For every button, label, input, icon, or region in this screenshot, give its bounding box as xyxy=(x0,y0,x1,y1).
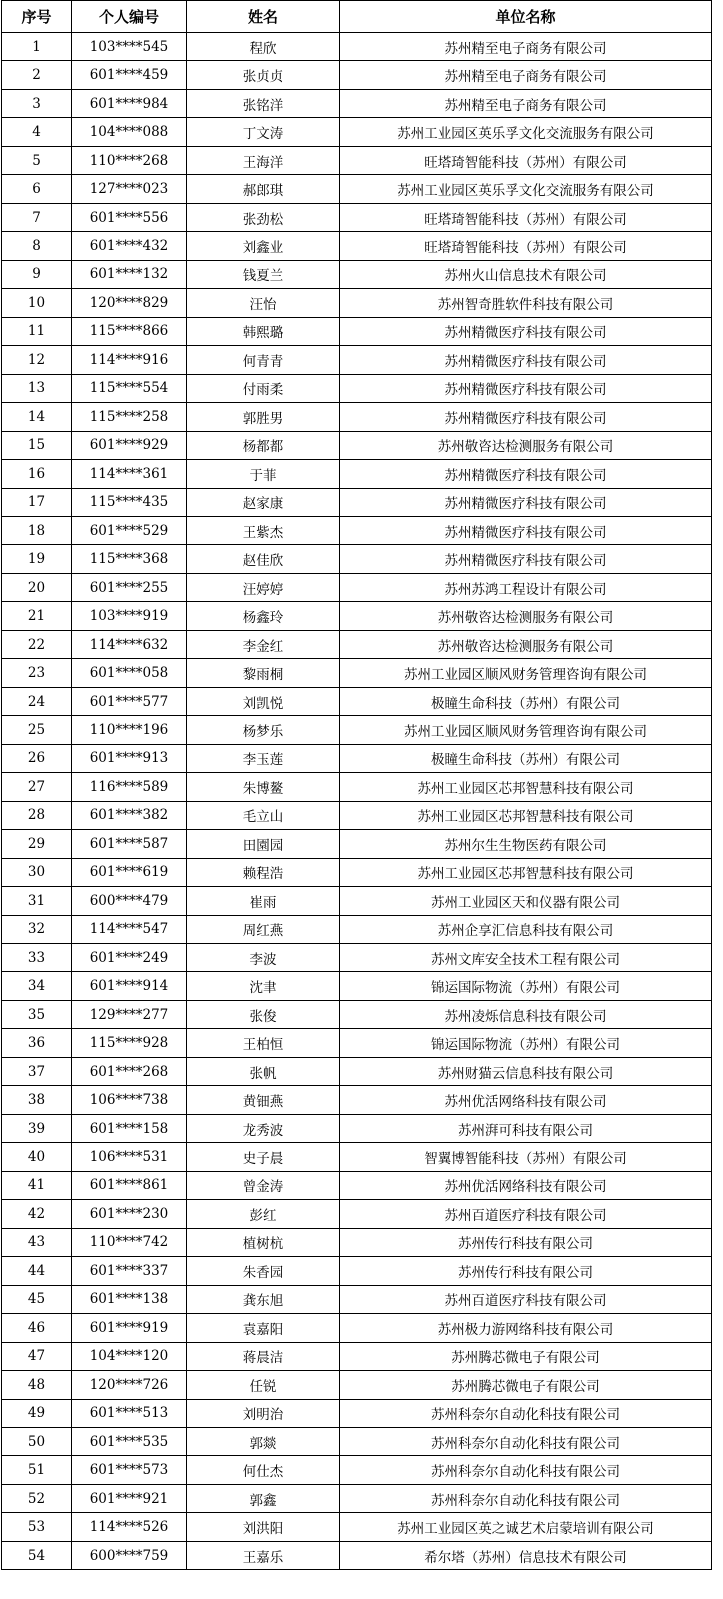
cell-id: 115****368 xyxy=(72,545,187,573)
cell-id: 600****759 xyxy=(72,1541,187,1569)
cell-id: 601****337 xyxy=(72,1257,187,1285)
cell-name: 王嘉乐 xyxy=(187,1541,340,1569)
cell-company: 旺塔琦智能科技（苏州）有限公司 xyxy=(340,232,712,260)
cell-company: 苏州精微医疗科技有限公司 xyxy=(340,460,712,488)
cell-company: 苏州苏鸿工程设计有限公司 xyxy=(340,573,712,601)
cell-id: 114****526 xyxy=(72,1513,187,1541)
cell-name: 何青青 xyxy=(187,346,340,374)
cell-id: 601****914 xyxy=(72,972,187,1000)
table-row xyxy=(2,801,712,829)
table-row xyxy=(2,232,712,260)
cell-index: 43 xyxy=(2,1228,72,1256)
cell-company: 苏州百道医疗科技有限公司 xyxy=(340,1200,712,1228)
cell-company: 苏州传行科技有限公司 xyxy=(340,1257,712,1285)
cell-name: 何仕杰 xyxy=(187,1456,340,1484)
cell-id: 129****277 xyxy=(72,1000,187,1028)
cell-company: 苏州优活网络科技有限公司 xyxy=(340,1171,712,1199)
cell-index: 36 xyxy=(2,1029,72,1057)
cell-id: 601****913 xyxy=(72,744,187,772)
cell-name: 曾金涛 xyxy=(187,1171,340,1199)
cell-index: 22 xyxy=(2,630,72,658)
cell-name: 赵家康 xyxy=(187,488,340,516)
cell-company: 锦运国际物流（苏州）有限公司 xyxy=(340,972,712,1000)
cell-name: 张铭洋 xyxy=(187,89,340,117)
cell-id: 601****058 xyxy=(72,659,187,687)
cell-name: 史子晨 xyxy=(187,1143,340,1171)
cell-index: 32 xyxy=(2,915,72,943)
cell-name: 龙秀波 xyxy=(187,1114,340,1142)
cell-name: 张俊 xyxy=(187,1000,340,1028)
cell-index: 40 xyxy=(2,1143,72,1171)
cell-company: 旺塔琦智能科技（苏州）有限公司 xyxy=(340,203,712,231)
cell-name: 龚东旭 xyxy=(187,1285,340,1313)
header-id: 个人编号 xyxy=(72,1,187,33)
cell-index: 2 xyxy=(2,61,72,89)
cell-id: 110****268 xyxy=(72,146,187,174)
cell-id: 601****529 xyxy=(72,516,187,544)
cell-company: 苏州精至电子商务有限公司 xyxy=(340,89,712,117)
table-row xyxy=(2,744,712,772)
table-row xyxy=(2,403,712,431)
cell-name: 赖程浩 xyxy=(187,858,340,886)
cell-id: 601****861 xyxy=(72,1171,187,1199)
cell-id: 601****535 xyxy=(72,1427,187,1455)
cell-company: 苏州精微医疗科技有限公司 xyxy=(340,516,712,544)
cell-id: 601****158 xyxy=(72,1114,187,1142)
cell-company: 苏州精微医疗科技有限公司 xyxy=(340,488,712,516)
table-row xyxy=(2,830,712,858)
cell-company: 苏州工业园区天和仪器有限公司 xyxy=(340,887,712,915)
cell-id: 115****258 xyxy=(72,403,187,431)
cell-name: 王海洋 xyxy=(187,146,340,174)
cell-index: 38 xyxy=(2,1086,72,1114)
cell-index: 16 xyxy=(2,460,72,488)
cell-index: 37 xyxy=(2,1057,72,1085)
cell-name: 钱夏兰 xyxy=(187,260,340,288)
cell-id: 601****230 xyxy=(72,1200,187,1228)
cell-name: 崔雨 xyxy=(187,887,340,915)
cell-id: 601****138 xyxy=(72,1285,187,1313)
table-row xyxy=(2,1029,712,1057)
cell-id: 106****531 xyxy=(72,1143,187,1171)
cell-index: 53 xyxy=(2,1513,72,1541)
table-row xyxy=(2,887,712,915)
table-row xyxy=(2,203,712,231)
cell-company: 苏州精微医疗科技有限公司 xyxy=(340,317,712,345)
cell-company: 苏州精微医疗科技有限公司 xyxy=(340,374,712,402)
cell-name: 朱香园 xyxy=(187,1257,340,1285)
cell-index: 41 xyxy=(2,1171,72,1199)
cell-company: 苏州敬咨达检测服务有限公司 xyxy=(340,431,712,459)
cell-index: 35 xyxy=(2,1000,72,1028)
table-row xyxy=(2,1399,712,1427)
cell-index: 26 xyxy=(2,744,72,772)
cell-company: 苏州精微医疗科技有限公司 xyxy=(340,545,712,573)
cell-index: 10 xyxy=(2,289,72,317)
cell-id: 120****829 xyxy=(72,289,187,317)
cell-index: 11 xyxy=(2,317,72,345)
cell-id: 103****919 xyxy=(72,602,187,630)
cell-name: 韩熙璐 xyxy=(187,317,340,345)
cell-name: 汪婷婷 xyxy=(187,573,340,601)
cell-company: 苏州精至电子商务有限公司 xyxy=(340,33,712,61)
cell-index: 28 xyxy=(2,801,72,829)
cell-index: 18 xyxy=(2,516,72,544)
cell-index: 34 xyxy=(2,972,72,1000)
table-row xyxy=(2,488,712,516)
cell-company: 苏州工业园区英乐孚文化交流服务有限公司 xyxy=(340,118,712,146)
cell-id: 601****513 xyxy=(72,1399,187,1427)
cell-company: 苏州敬咨达检测服务有限公司 xyxy=(340,602,712,630)
cell-id: 114****632 xyxy=(72,630,187,658)
cell-name: 刘洪阳 xyxy=(187,1513,340,1541)
table-row xyxy=(2,687,712,715)
table-row xyxy=(2,374,712,402)
cell-company: 苏州精微医疗科技有限公司 xyxy=(340,346,712,374)
cell-name: 黎雨桐 xyxy=(187,659,340,687)
cell-id: 601****929 xyxy=(72,431,187,459)
cell-index: 19 xyxy=(2,545,72,573)
cell-company: 苏州科奈尔自动化科技有限公司 xyxy=(340,1427,712,1455)
cell-company: 苏州工业园区芯邦智慧科技有限公司 xyxy=(340,801,712,829)
cell-index: 1 xyxy=(2,33,72,61)
table-row xyxy=(2,516,712,544)
table-row xyxy=(2,1513,712,1541)
cell-name: 李波 xyxy=(187,944,340,972)
cell-index: 6 xyxy=(2,175,72,203)
cell-index: 8 xyxy=(2,232,72,260)
cell-index: 9 xyxy=(2,260,72,288)
cell-id: 600****479 xyxy=(72,887,187,915)
table-row xyxy=(2,773,712,801)
cell-company: 苏州工业园区顺风财务管理咨询有限公司 xyxy=(340,716,712,744)
cell-company: 苏州凌烁信息科技有限公司 xyxy=(340,1000,712,1028)
cell-name: 杨鑫玲 xyxy=(187,602,340,630)
cell-id: 115****435 xyxy=(72,488,187,516)
cell-company: 苏州企享汇信息科技有限公司 xyxy=(340,915,712,943)
cell-company: 苏州湃可科技有限公司 xyxy=(340,1114,712,1142)
table-row xyxy=(2,1541,712,1569)
cell-id: 601****459 xyxy=(72,61,187,89)
cell-company: 苏州优活网络科技有限公司 xyxy=(340,1086,712,1114)
cell-name: 李玉莲 xyxy=(187,744,340,772)
cell-name: 杨梦乐 xyxy=(187,716,340,744)
cell-id: 601****619 xyxy=(72,858,187,886)
cell-company: 苏州敬咨达检测服务有限公司 xyxy=(340,630,712,658)
table-row xyxy=(2,1484,712,1512)
table-row xyxy=(2,1143,712,1171)
header-index: 序号 xyxy=(2,1,72,33)
table-row xyxy=(2,1285,712,1313)
cell-index: 27 xyxy=(2,773,72,801)
cell-name: 郭燚 xyxy=(187,1427,340,1455)
cell-id: 601****249 xyxy=(72,944,187,972)
cell-name: 王紫杰 xyxy=(187,516,340,544)
cell-index: 7 xyxy=(2,203,72,231)
cell-index: 13 xyxy=(2,374,72,402)
table-row xyxy=(2,602,712,630)
cell-company: 苏州工业园区英乐孚文化交流服务有限公司 xyxy=(340,175,712,203)
cell-id: 106****738 xyxy=(72,1086,187,1114)
cell-id: 104****088 xyxy=(72,118,187,146)
cell-name: 刘凯悦 xyxy=(187,687,340,715)
cell-name: 杨都都 xyxy=(187,431,340,459)
cell-id: 601****587 xyxy=(72,830,187,858)
cell-name: 张劲松 xyxy=(187,203,340,231)
cell-index: 52 xyxy=(2,1484,72,1512)
header-company: 单位名称 xyxy=(340,1,712,33)
cell-id: 120****726 xyxy=(72,1371,187,1399)
header-name: 姓名 xyxy=(187,1,340,33)
cell-name: 植树杭 xyxy=(187,1228,340,1256)
cell-id: 114****547 xyxy=(72,915,187,943)
cell-index: 47 xyxy=(2,1342,72,1370)
cell-company: 旺塔琦智能科技（苏州）有限公司 xyxy=(340,146,712,174)
table-row xyxy=(2,1228,712,1256)
cell-name: 王柏恒 xyxy=(187,1029,340,1057)
cell-index: 17 xyxy=(2,488,72,516)
cell-index: 54 xyxy=(2,1541,72,1569)
cell-company: 苏州精至电子商务有限公司 xyxy=(340,61,712,89)
table-row xyxy=(2,1171,712,1199)
cell-id: 115****928 xyxy=(72,1029,187,1057)
cell-id: 601****268 xyxy=(72,1057,187,1085)
cell-name: 程欣 xyxy=(187,33,340,61)
cell-index: 31 xyxy=(2,887,72,915)
cell-id: 127****023 xyxy=(72,175,187,203)
table-row xyxy=(2,89,712,117)
table-row xyxy=(2,1427,712,1455)
table-row xyxy=(2,858,712,886)
table-row xyxy=(2,545,712,573)
cell-index: 39 xyxy=(2,1114,72,1142)
table-body xyxy=(2,33,712,1570)
cell-company: 希尔塔（苏州）信息技术有限公司 xyxy=(340,1541,712,1569)
table-row xyxy=(2,1114,712,1142)
cell-company: 苏州智奇胜软件科技有限公司 xyxy=(340,289,712,317)
cell-id: 601****921 xyxy=(72,1484,187,1512)
cell-company: 苏州精微医疗科技有限公司 xyxy=(340,403,712,431)
cell-index: 42 xyxy=(2,1200,72,1228)
table-row xyxy=(2,118,712,146)
cell-index: 29 xyxy=(2,830,72,858)
table-row xyxy=(2,260,712,288)
cell-index: 44 xyxy=(2,1257,72,1285)
cell-name: 田園园 xyxy=(187,830,340,858)
cell-index: 33 xyxy=(2,944,72,972)
cell-company: 苏州火山信息技术有限公司 xyxy=(340,260,712,288)
cell-index: 48 xyxy=(2,1371,72,1399)
cell-id: 601****132 xyxy=(72,260,187,288)
cell-id: 601****577 xyxy=(72,687,187,715)
table-row xyxy=(2,573,712,601)
cell-company: 锦运国际物流（苏州）有限公司 xyxy=(340,1029,712,1057)
cell-company: 极瞳生命科技（苏州）有限公司 xyxy=(340,744,712,772)
cell-name: 张贞贞 xyxy=(187,61,340,89)
table-row xyxy=(2,972,712,1000)
table-row xyxy=(2,1086,712,1114)
table-row xyxy=(2,1200,712,1228)
cell-id: 114****361 xyxy=(72,460,187,488)
cell-name: 郝郎琪 xyxy=(187,175,340,203)
table-row xyxy=(2,61,712,89)
cell-name: 张帆 xyxy=(187,1057,340,1085)
cell-id: 601****432 xyxy=(72,232,187,260)
table-row xyxy=(2,944,712,972)
cell-id: 104****120 xyxy=(72,1342,187,1370)
cell-name: 丁文涛 xyxy=(187,118,340,146)
cell-id: 601****255 xyxy=(72,573,187,601)
cell-company: 极瞳生命科技（苏州）有限公司 xyxy=(340,687,712,715)
table-row xyxy=(2,915,712,943)
cell-company: 苏州腾芯微电子有限公司 xyxy=(340,1371,712,1399)
table-row xyxy=(2,716,712,744)
cell-company: 苏州科奈尔自动化科技有限公司 xyxy=(340,1399,712,1427)
employee-table xyxy=(1,0,712,1570)
cell-name: 蒋晨洁 xyxy=(187,1342,340,1370)
table-row xyxy=(2,1257,712,1285)
cell-name: 刘明治 xyxy=(187,1399,340,1427)
table-row xyxy=(2,289,712,317)
table-row xyxy=(2,1456,712,1484)
cell-index: 15 xyxy=(2,431,72,459)
cell-name: 彭红 xyxy=(187,1200,340,1228)
cell-company: 苏州极力游网络科技有限公司 xyxy=(340,1314,712,1342)
cell-name: 付雨柔 xyxy=(187,374,340,402)
cell-name: 沈聿 xyxy=(187,972,340,1000)
cell-name: 朱博鳌 xyxy=(187,773,340,801)
table-row xyxy=(2,1371,712,1399)
cell-index: 20 xyxy=(2,573,72,601)
cell-index: 12 xyxy=(2,346,72,374)
cell-index: 25 xyxy=(2,716,72,744)
cell-name: 于菲 xyxy=(187,460,340,488)
cell-name: 周红燕 xyxy=(187,915,340,943)
cell-id: 103****545 xyxy=(72,33,187,61)
table-row xyxy=(2,175,712,203)
cell-index: 24 xyxy=(2,687,72,715)
cell-id: 115****866 xyxy=(72,317,187,345)
table-row xyxy=(2,346,712,374)
cell-name: 任锐 xyxy=(187,1371,340,1399)
cell-company: 苏州工业园区芯邦智慧科技有限公司 xyxy=(340,773,712,801)
cell-id: 114****916 xyxy=(72,346,187,374)
cell-id: 601****573 xyxy=(72,1456,187,1484)
table-row xyxy=(2,33,712,61)
cell-id: 110****742 xyxy=(72,1228,187,1256)
cell-company: 苏州财猫云信息科技有限公司 xyxy=(340,1057,712,1085)
cell-name: 李金红 xyxy=(187,630,340,658)
cell-index: 45 xyxy=(2,1285,72,1313)
cell-id: 110****196 xyxy=(72,716,187,744)
cell-company: 苏州百道医疗科技有限公司 xyxy=(340,1285,712,1313)
cell-company: 苏州传行科技有限公司 xyxy=(340,1228,712,1256)
cell-name: 郭鑫 xyxy=(187,1484,340,1512)
table-row xyxy=(2,1342,712,1370)
cell-index: 51 xyxy=(2,1456,72,1484)
cell-index: 23 xyxy=(2,659,72,687)
table-header-row xyxy=(2,1,712,33)
table-row xyxy=(2,1057,712,1085)
cell-company: 苏州工业园区芯邦智慧科技有限公司 xyxy=(340,858,712,886)
table-row xyxy=(2,1314,712,1342)
cell-company: 苏州文库安全技术工程有限公司 xyxy=(340,944,712,972)
cell-company: 苏州工业园区英之诚艺术启蒙培训有限公司 xyxy=(340,1513,712,1541)
cell-index: 5 xyxy=(2,146,72,174)
cell-name: 郭胜男 xyxy=(187,403,340,431)
cell-id: 601****984 xyxy=(72,89,187,117)
cell-index: 46 xyxy=(2,1314,72,1342)
cell-name: 赵佳欣 xyxy=(187,545,340,573)
cell-company: 苏州科奈尔自动化科技有限公司 xyxy=(340,1456,712,1484)
cell-name: 汪怡 xyxy=(187,289,340,317)
table-row xyxy=(2,1000,712,1028)
cell-company: 苏州科奈尔自动化科技有限公司 xyxy=(340,1484,712,1512)
cell-name: 黄钿燕 xyxy=(187,1086,340,1114)
cell-index: 50 xyxy=(2,1427,72,1455)
cell-company: 苏州尔生生物医药有限公司 xyxy=(340,830,712,858)
cell-index: 4 xyxy=(2,118,72,146)
cell-id: 601****919 xyxy=(72,1314,187,1342)
cell-name: 毛立山 xyxy=(187,801,340,829)
cell-index: 49 xyxy=(2,1399,72,1427)
table-row xyxy=(2,630,712,658)
cell-index: 14 xyxy=(2,403,72,431)
table-row xyxy=(2,460,712,488)
table-row xyxy=(2,431,712,459)
table-row xyxy=(2,317,712,345)
cell-id: 116****589 xyxy=(72,773,187,801)
cell-index: 21 xyxy=(2,602,72,630)
table-row xyxy=(2,659,712,687)
cell-name: 刘鑫业 xyxy=(187,232,340,260)
cell-company: 苏州工业园区顺风财务管理咨询有限公司 xyxy=(340,659,712,687)
cell-index: 3 xyxy=(2,89,72,117)
table-row xyxy=(2,146,712,174)
cell-company: 苏州腾芯微电子有限公司 xyxy=(340,1342,712,1370)
cell-index: 30 xyxy=(2,858,72,886)
cell-id: 601****556 xyxy=(72,203,187,231)
cell-name: 袁嘉阳 xyxy=(187,1314,340,1342)
cell-id: 601****382 xyxy=(72,801,187,829)
cell-company: 智翼博智能科技（苏州）有限公司 xyxy=(340,1143,712,1171)
cell-id: 115****554 xyxy=(72,374,187,402)
